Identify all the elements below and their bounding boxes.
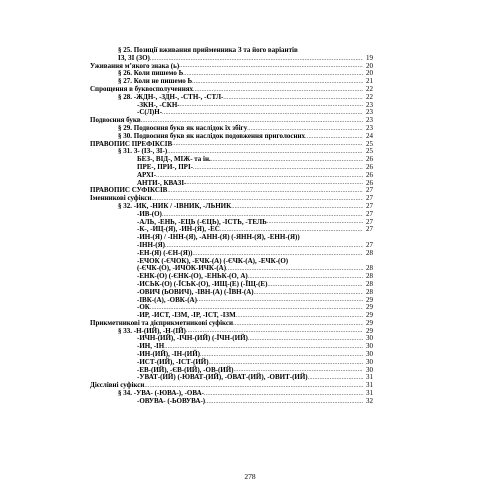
toc-entry-title: -ОВИЧ (ЬОВИЧ), -ІВН-(А) (-ЇВН-(А)	[137, 287, 254, 296]
toc-entry-page: 29	[366, 311, 373, 320]
toc-entry-page: 32	[366, 396, 373, 405]
toc-entry-title: -ОК	[137, 303, 150, 312]
toc-entry-page: 30	[366, 342, 373, 351]
toc-entry-title: -ЕН-(Я) (-ЄН-(Я))	[137, 248, 193, 257]
toc-entry-page: 23	[366, 100, 373, 109]
toc-entry-title: -ЗКН-, -СКН-	[137, 100, 180, 109]
toc-entry-page: 29	[366, 326, 373, 335]
toc-entry-title: -ІНН-(Я)	[137, 240, 165, 249]
toc-entry-title: -ИСЬК-(О) (-ЇСЬК-(О), -ИЩ-(Е) (-ЇЩ-(Е)	[137, 279, 268, 288]
toc-entry	[90, 164, 373, 172]
toc-entry-title: Дієслівні суфікси	[90, 381, 145, 390]
toc-entry-title: Прикметникові та дієприкметникові суфікси	[90, 318, 234, 327]
toc-leader-dots	[162, 110, 363, 117]
toc-entry-title: -УВАТ-(ИЙ) (-ЮВАТ-(ИЙ), -ОВАТ-(ИЙ), -ОВИТ-(ИЙ)	[137, 373, 308, 382]
toc-entry-page: 28	[366, 287, 373, 296]
toc-leader-dots	[186, 180, 363, 187]
toc-entry-page: 25	[366, 139, 373, 148]
toc-entry-page: 21	[366, 77, 373, 86]
toc-entry-title: -ИЧН-(ИЙ), -ІЧН-(ИЙ) (-ЇЧН-(ИЙ)	[137, 334, 248, 343]
toc-entry-title: Спрощення в буквосполученнях	[90, 84, 194, 93]
toc-entry-title: § 33. -Н-(ИЙ), -Н-(ІЙ)	[118, 326, 186, 335]
toc-entry-page: 23	[366, 116, 373, 125]
toc-entry-title: (-ЄЧК-(О), -ИЧОК-ИЧК-(А)	[137, 264, 227, 273]
toc-entry-title: -ИН-(ИЙ), -ІН-(ИЙ)	[137, 350, 200, 359]
toc-entry-title: ІЗ, ЗІ (ЗО)	[118, 53, 150, 62]
toc-entry-page: 28	[366, 272, 373, 281]
toc-entry-title: -ИР, -ИСТ, -ІЗМ, -ІР, -ІСТ, -ІЗМ	[137, 311, 236, 320]
toc-leader-dots	[204, 391, 363, 398]
toc-entry-title: -ИСТ-(ИЙ), -ІСТ-(ИЙ)	[137, 357, 209, 366]
toc-entry-page: 27	[366, 186, 373, 195]
toc-leader-dots	[211, 157, 363, 164]
toc-leader-dots	[205, 399, 363, 406]
toc-entry-title: -ЕНК-(О) (-ЄНК-(О), -ЕНЬК-(О, А)	[137, 272, 248, 281]
page-number: 278	[244, 472, 256, 481]
toc-entry	[90, 351, 373, 359]
toc-entry-page: 23	[366, 123, 373, 132]
toc-leader-dots	[267, 282, 363, 289]
toc-entry-title: -ІВК-(А), -ОВК-(А)	[137, 295, 197, 304]
toc-entry-page: 25	[366, 147, 373, 156]
toc-leader-dots	[180, 102, 363, 109]
toc-entry-title: АНТИ-, КВАЗІ-	[137, 178, 187, 187]
toc-entry-title: -ЕВ-(ИЙ), -ЄВ-(ИЙ), -ОВ-(ИЙ)	[137, 365, 234, 374]
toc-leader-dots	[223, 95, 363, 102]
toc-entry	[90, 242, 373, 250]
toc-entry	[90, 390, 373, 398]
toc-entry-title: § 26. Коли пишемо Ь	[118, 69, 184, 78]
toc-entry	[90, 234, 373, 242]
toc-leader-dots	[254, 290, 363, 297]
toc-entry-title: ПРАВОПИС ПРЕФІКСІВ	[90, 139, 173, 148]
toc-entry-page: 31	[366, 381, 373, 390]
toc-entry-title: -ИВ-(О)	[137, 209, 162, 218]
toc-leader-dots	[179, 63, 363, 70]
toc-entry-page: 28	[366, 279, 373, 288]
toc-entry-page: 20	[366, 69, 373, 78]
toc-leader-dots	[193, 165, 363, 172]
toc-entry-title: § 28. -ЖДН-, -ЗДН-, -СТН-, -СТЛ-	[118, 92, 224, 101]
toc-entry-title: § 34. -УВА- (-ЮВА-), -ОВА-	[118, 389, 204, 398]
toc-entry-title: § 29. Подвоєння букв як наслідок їх збігу	[118, 123, 248, 132]
toc-entry	[90, 203, 373, 211]
toc-entry-page: 19	[366, 53, 373, 62]
toc-leader-dots	[192, 79, 363, 86]
toc-entry-page: 30	[366, 365, 373, 374]
toc-entry	[90, 258, 373, 266]
toc-entry-page: 27	[366, 209, 373, 218]
toc-entry-page: 27	[366, 225, 373, 234]
toc-leader-dots	[236, 313, 363, 320]
toc-entry-title: ПРЕ-, ПРИ-, ПРІ-	[137, 162, 193, 171]
toc-entry-title: § 32. -ИК, -НИК / -ІВНИК, -ЛЬНИК	[118, 201, 232, 210]
table-of-contents	[90, 47, 373, 406]
toc-entry	[90, 335, 373, 343]
toc-entry-page: 30	[366, 350, 373, 359]
toc-entry-page: 26	[366, 178, 373, 187]
toc-entry	[90, 156, 373, 164]
toc-entry	[90, 94, 373, 102]
toc-leader-dots	[167, 188, 363, 195]
toc-entry-title: -ИН-(Я) / -ІНН-(Я), -АНН-(Я) (-ЯНН-(Я), -ЕНН-(Я))	[137, 233, 300, 242]
toc-leader-dots	[267, 219, 363, 226]
toc-entry-page: 30	[366, 357, 373, 366]
toc-entry-page: 29	[366, 303, 373, 312]
toc-entry-page: 29	[366, 318, 373, 327]
toc-leader-dots	[156, 173, 363, 180]
toc-leader-dots	[165, 243, 363, 250]
toc-entry-page: 31	[366, 373, 373, 382]
toc-leader-dots	[172, 141, 363, 148]
toc-leader-dots	[197, 297, 363, 304]
toc-entry	[90, 289, 373, 297]
toc-entry-page: 20	[366, 61, 373, 70]
toc-entry-title: Подвоєння букв	[90, 116, 141, 125]
toc-entry-page: 22	[366, 84, 373, 93]
toc-leader-dots	[248, 336, 363, 343]
toc-entry-page: 27	[366, 201, 373, 210]
toc-entry-page: 26	[366, 162, 373, 171]
toc-entry-title: -АЛЬ, -ЕНЬ, -ЕЦЬ (-ЄЦЬ), -ІСТЬ, -ТЕЛЬ	[137, 217, 267, 226]
toc-entry-page: 23	[366, 108, 373, 117]
toc-entry	[90, 172, 373, 180]
toc-entry-page: 28	[366, 248, 373, 257]
toc-entry-title: -ЕЧОК (-ЄЧОК), -ЕЧК-(А) (-ЄЧК-(А), -ЕЧК-(О)	[137, 256, 289, 265]
toc-entry-page: 30	[366, 334, 373, 343]
toc-entry-title: Іменникові суфікси	[90, 194, 152, 203]
toc-entry	[90, 297, 373, 305]
toc-entry	[90, 343, 373, 351]
toc-entry-title: -С(Л)Н-	[137, 108, 163, 117]
toc-entry-title: § 30. Подвоєння букв як наслідок подовження приголосних	[118, 131, 306, 140]
toc-entry-page: 27	[366, 217, 373, 226]
toc-entry-title: § 31. З- (ІЗ-, ЗІ-)	[118, 147, 168, 156]
toc-entry	[90, 219, 373, 227]
toc-entry-page: 26	[366, 155, 373, 164]
toc-entry-page: 22	[366, 92, 373, 101]
toc-entry-title: АРХІ-	[137, 170, 157, 179]
toc-entry	[90, 148, 373, 156]
toc-entry-title: -ОВУВА- (-ЬОВУВА-)	[137, 396, 206, 405]
toc-entry-title: ПРАВОПИС СУФІКСІВ	[90, 186, 168, 195]
toc-leader-dots	[183, 71, 363, 78]
toc-entry-page: 27	[366, 194, 373, 203]
toc-entry-page: 26	[366, 170, 373, 179]
toc-leader-dots	[150, 56, 363, 63]
toc-entry-title: -ИН, -ІН	[137, 342, 165, 351]
toc-entry-page: 31	[366, 389, 373, 398]
toc-leader-dots	[233, 321, 363, 328]
toc-entry	[90, 102, 373, 110]
toc-leader-dots	[308, 375, 363, 382]
toc-entry-page: 28	[366, 264, 373, 273]
toc-entry-title: § 25. Позиції вживання прийменника З та його варіантів	[118, 46, 298, 54]
toc-entry-title: -К-, -ИЦ-(Я), -ИН-(Я), -ЕС	[137, 225, 220, 234]
toc-leader-dots	[231, 204, 363, 211]
toc-entry-title: Уживання м’якого знака (ь)	[90, 61, 180, 70]
toc-entry-page: 29	[366, 295, 373, 304]
toc-entry-page: 27	[366, 240, 373, 249]
toc-entry-page: 24	[366, 131, 373, 140]
toc-leader-dots	[200, 352, 363, 359]
toc-entry-title: БЕЗ-, ВІД-, МІЖ- та ін.	[137, 155, 211, 164]
toc-leader-dots	[305, 134, 363, 141]
toc-entry	[90, 398, 373, 406]
toc-entry-title: § 27. Коли не пишемо Ь	[118, 77, 193, 86]
